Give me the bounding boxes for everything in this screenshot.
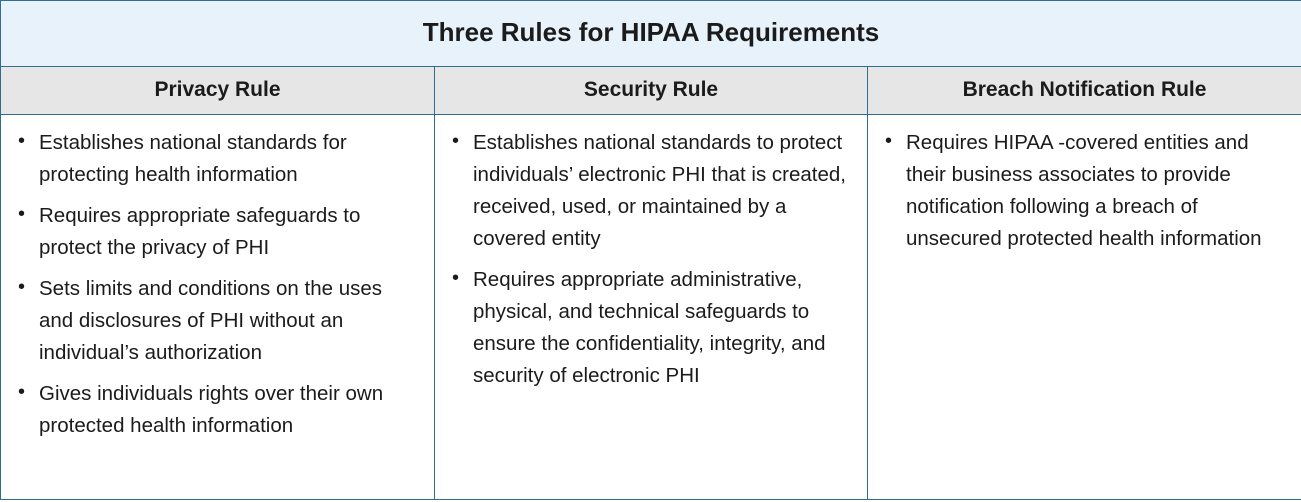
list-item: • Establishes national standards for protecting health information (37, 127, 420, 191)
column-header-breach-notification-rule: Breach Notification Rule (868, 67, 1301, 115)
cell-security-rule (435, 115, 868, 500)
column-header-privacy-rule: Privacy Rule (1, 67, 435, 115)
table-header-row (1, 67, 1301, 115)
privacy-rule-list (11, 127, 420, 442)
table-body-row (1, 115, 1301, 500)
cell-privacy-rule (1, 115, 435, 500)
table-title: Three Rules for HIPAA Requirements (1, 1, 1301, 67)
list-item: • Requires appropriate administrative, physical, and technical safeguards to ensure the confidentiality, integrity, and security of electronic PHI (471, 264, 853, 392)
column-header-security-rule: Security Rule (435, 67, 868, 115)
list-item: • Sets limits and conditions on the uses and disclosures of PHI without an individual’s authorization (37, 273, 420, 369)
table-title-row (1, 1, 1301, 67)
list-item: • Requires HIPAA -covered entities and their business associates to provide notification following a breach of unsecured protected health information (904, 127, 1287, 255)
security-rule-list (445, 127, 853, 392)
list-item: • Gives individuals rights over their own protected health information (37, 378, 420, 442)
cell-breach-notification-rule (868, 115, 1301, 500)
breach-notification-rule-list (878, 127, 1287, 255)
list-item: • Requires appropriate safeguards to protect the privacy of PHI (37, 200, 420, 264)
list-item: • Establishes national standards to protect individuals’ electronic PHI that is created, received, used, or maintained by a covered entity (471, 127, 853, 255)
